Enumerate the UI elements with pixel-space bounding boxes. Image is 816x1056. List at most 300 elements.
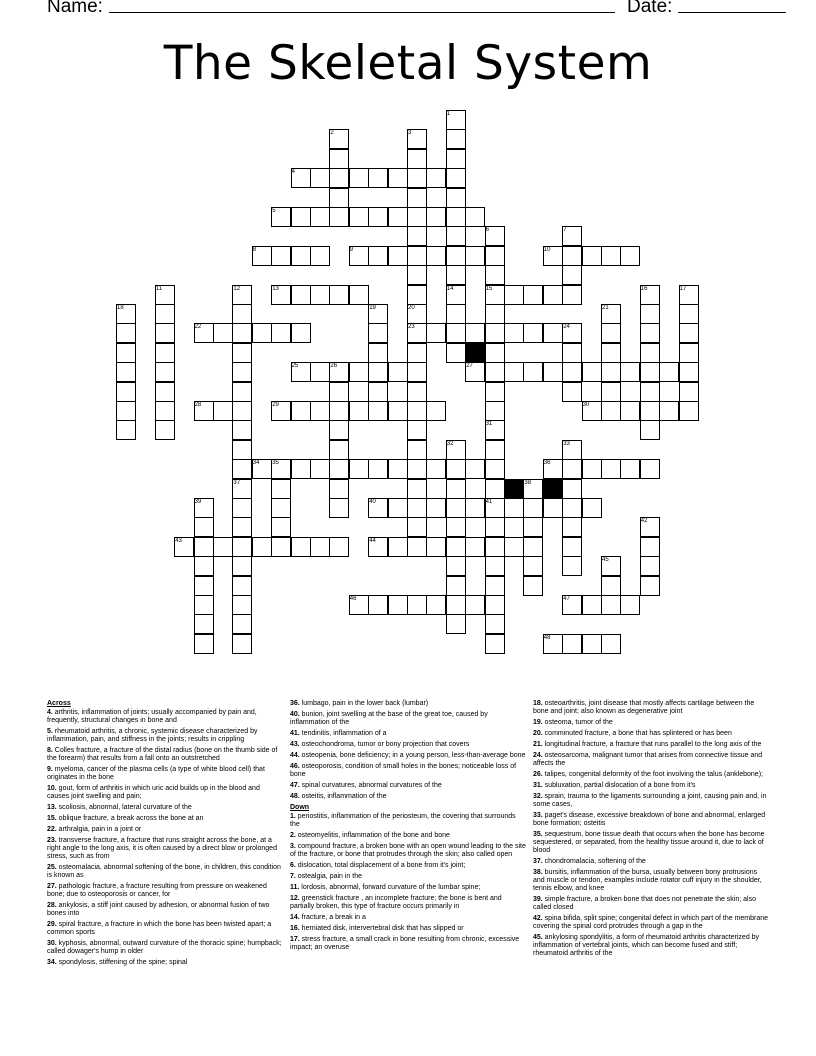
grid-cell[interactable] — [271, 246, 291, 266]
grid-cell[interactable] — [368, 246, 388, 266]
grid-cell[interactable] — [523, 285, 543, 305]
grid-cell[interactable] — [232, 304, 252, 324]
grid-cell[interactable] — [679, 401, 699, 421]
grid-cell[interactable] — [252, 459, 272, 479]
grid-cell[interactable] — [310, 362, 330, 382]
grid-cell[interactable] — [329, 440, 349, 460]
grid-cell[interactable] — [465, 362, 485, 382]
grid-cell[interactable] — [562, 226, 582, 246]
grid-cell[interactable] — [446, 517, 466, 537]
grid-cell[interactable] — [310, 537, 330, 557]
grid-cell[interactable] — [329, 362, 349, 382]
grid-cell[interactable] — [679, 285, 699, 305]
grid-cell[interactable] — [407, 207, 427, 227]
grid-cell[interactable] — [291, 537, 311, 557]
grid-cell[interactable] — [329, 188, 349, 208]
grid-cell[interactable] — [446, 129, 466, 149]
grid-cell[interactable] — [252, 246, 272, 266]
grid-cell[interactable] — [291, 362, 311, 382]
grid-cell[interactable] — [446, 556, 466, 576]
grid-cell[interactable] — [562, 343, 582, 363]
grid-cell[interactable] — [232, 595, 252, 615]
grid-cell[interactable] — [523, 498, 543, 518]
grid-cell[interactable] — [601, 246, 621, 266]
grid-cell[interactable] — [407, 479, 427, 499]
grid-cell[interactable] — [620, 362, 640, 382]
grid-cell[interactable] — [562, 323, 582, 343]
grid-cell[interactable] — [252, 323, 272, 343]
grid-cell[interactable] — [388, 207, 408, 227]
grid-cell[interactable] — [407, 517, 427, 537]
grid-cell[interactable] — [232, 401, 252, 421]
grid-cell[interactable] — [232, 556, 252, 576]
grid-cell[interactable] — [232, 498, 252, 518]
grid-cell[interactable] — [194, 556, 214, 576]
grid-cell[interactable] — [485, 382, 505, 402]
grid-cell[interactable] — [446, 323, 466, 343]
grid-cell[interactable] — [388, 246, 408, 266]
grid-cell[interactable] — [465, 595, 485, 615]
grid-cell[interactable] — [291, 285, 311, 305]
grid-cell[interactable] — [310, 401, 330, 421]
grid-cell[interactable] — [485, 401, 505, 421]
grid-cell[interactable] — [407, 420, 427, 440]
grid-cell[interactable] — [446, 285, 466, 305]
grid-cell[interactable] — [543, 362, 563, 382]
grid-cell[interactable] — [562, 595, 582, 615]
grid-cell[interactable] — [426, 168, 446, 188]
grid-cell[interactable] — [582, 401, 602, 421]
grid-cell[interactable] — [426, 246, 446, 266]
grid-cell[interactable] — [465, 207, 485, 227]
grid-cell[interactable] — [232, 537, 252, 557]
grid-cell[interactable] — [640, 517, 660, 537]
grid-cell[interactable] — [640, 343, 660, 363]
grid-cell[interactable] — [426, 401, 446, 421]
grid-cell[interactable] — [155, 343, 175, 363]
grid-cell[interactable] — [465, 498, 485, 518]
grid-cell[interactable] — [291, 246, 311, 266]
grid-cell[interactable] — [329, 498, 349, 518]
grid-cell[interactable] — [446, 440, 466, 460]
grid-cell[interactable] — [620, 401, 640, 421]
grid-cell[interactable] — [349, 285, 369, 305]
grid-cell[interactable] — [562, 440, 582, 460]
grid-cell[interactable] — [194, 537, 214, 557]
grid-cell[interactable] — [291, 401, 311, 421]
grid-cell[interactable] — [174, 537, 194, 557]
grid-cell[interactable] — [329, 459, 349, 479]
grid-cell[interactable] — [446, 188, 466, 208]
grid-cell[interactable] — [523, 576, 543, 596]
grid-cell[interactable] — [271, 207, 291, 227]
grid-cell[interactable] — [291, 207, 311, 227]
grid-cell[interactable] — [368, 498, 388, 518]
grid-cell[interactable] — [291, 168, 311, 188]
grid-cell[interactable] — [232, 614, 252, 634]
grid-cell[interactable] — [640, 576, 660, 596]
grid-cell[interactable] — [562, 556, 582, 576]
grid-cell[interactable] — [543, 498, 563, 518]
grid-cell[interactable] — [446, 576, 466, 596]
grid-cell[interactable] — [271, 401, 291, 421]
grid-cell[interactable] — [601, 401, 621, 421]
grid-cell[interactable] — [213, 401, 233, 421]
grid-cell[interactable] — [329, 420, 349, 440]
grid-cell[interactable] — [291, 459, 311, 479]
grid-cell[interactable] — [407, 265, 427, 285]
grid-cell[interactable] — [504, 323, 524, 343]
grid-cell[interactable] — [194, 576, 214, 596]
grid-cell[interactable] — [562, 634, 582, 654]
grid-cell[interactable] — [485, 265, 505, 285]
grid-cell[interactable] — [562, 246, 582, 266]
grid-cell[interactable] — [446, 304, 466, 324]
grid-cell[interactable] — [485, 246, 505, 266]
grid-cell[interactable] — [116, 382, 136, 402]
grid-cell[interactable] — [523, 537, 543, 557]
grid-cell[interactable] — [485, 285, 505, 305]
grid-cell[interactable] — [232, 576, 252, 596]
grid-cell[interactable] — [562, 459, 582, 479]
grid-cell[interactable] — [620, 246, 640, 266]
grid-cell[interactable] — [388, 459, 408, 479]
grid-cell[interactable] — [407, 537, 427, 557]
grid-cell[interactable] — [679, 382, 699, 402]
grid-cell[interactable] — [446, 265, 466, 285]
grid-cell[interactable] — [543, 246, 563, 266]
grid-cell[interactable] — [329, 537, 349, 557]
grid-cell[interactable] — [485, 304, 505, 324]
grid-cell[interactable] — [485, 362, 505, 382]
grid-cell[interactable] — [329, 401, 349, 421]
grid-cell[interactable] — [446, 614, 466, 634]
grid-cell[interactable] — [562, 537, 582, 557]
grid-cell[interactable] — [155, 382, 175, 402]
grid-cell[interactable] — [485, 226, 505, 246]
grid-cell[interactable] — [446, 168, 466, 188]
grid-cell[interactable] — [349, 459, 369, 479]
grid-cell[interactable] — [232, 382, 252, 402]
grid-cell[interactable] — [271, 479, 291, 499]
grid-cell[interactable] — [116, 323, 136, 343]
grid-cell[interactable] — [349, 246, 369, 266]
grid-cell[interactable] — [582, 362, 602, 382]
grid-cell[interactable] — [543, 459, 563, 479]
grid-cell[interactable] — [388, 595, 408, 615]
grid-cell[interactable] — [562, 382, 582, 402]
grid-cell[interactable] — [446, 537, 466, 557]
grid-cell[interactable] — [407, 188, 427, 208]
grid-cell[interactable] — [504, 285, 524, 305]
grid-cell[interactable] — [194, 517, 214, 537]
grid-cell[interactable] — [446, 343, 466, 363]
grid-cell[interactable] — [504, 498, 524, 518]
grid-cell[interactable] — [407, 459, 427, 479]
grid-cell[interactable] — [116, 362, 136, 382]
grid-cell[interactable] — [116, 343, 136, 363]
grid-cell[interactable] — [601, 576, 621, 596]
grid-cell[interactable] — [582, 246, 602, 266]
grid-cell[interactable] — [601, 362, 621, 382]
grid-cell[interactable] — [485, 323, 505, 343]
grid-cell[interactable] — [485, 595, 505, 615]
grid-cell[interactable] — [426, 537, 446, 557]
grid-cell[interactable] — [232, 440, 252, 460]
grid-cell[interactable] — [368, 168, 388, 188]
grid-cell[interactable] — [155, 323, 175, 343]
grid-cell[interactable] — [582, 634, 602, 654]
grid-cell[interactable] — [582, 498, 602, 518]
grid-cell[interactable] — [407, 343, 427, 363]
grid-cell[interactable] — [388, 537, 408, 557]
grid-cell[interactable] — [329, 207, 349, 227]
grid-cell[interactable] — [407, 498, 427, 518]
grid-cell[interactable] — [679, 304, 699, 324]
grid-cell[interactable] — [407, 323, 427, 343]
cell-number: 40 — [369, 499, 376, 505]
grid-cell[interactable] — [601, 556, 621, 576]
grid-cell[interactable] — [426, 207, 446, 227]
grid-cell[interactable] — [640, 323, 660, 343]
grid-cell[interactable] — [601, 343, 621, 363]
grid-cell[interactable] — [194, 401, 214, 421]
grid-cell[interactable] — [504, 362, 524, 382]
grid-cell[interactable] — [368, 362, 388, 382]
grid-cell[interactable] — [329, 149, 349, 169]
grid-cell[interactable] — [155, 304, 175, 324]
grid-cell[interactable] — [232, 362, 252, 382]
grid-cell[interactable] — [407, 168, 427, 188]
grid-cell[interactable] — [407, 401, 427, 421]
grid-cell[interactable] — [523, 362, 543, 382]
grid-cell[interactable] — [155, 362, 175, 382]
grid-cell[interactable] — [407, 304, 427, 324]
grid-cell[interactable] — [329, 285, 349, 305]
grid-cell[interactable] — [388, 498, 408, 518]
grid-cell[interactable] — [523, 323, 543, 343]
grid-cell[interactable] — [601, 304, 621, 324]
clue-number: 24. — [533, 752, 543, 759]
grid-cell[interactable] — [562, 362, 582, 382]
grid-cell[interactable] — [465, 246, 485, 266]
grid-cell[interactable] — [329, 129, 349, 149]
grid-cell[interactable] — [368, 382, 388, 402]
grid-cell[interactable] — [562, 285, 582, 305]
grid-cell[interactable] — [679, 343, 699, 363]
grid-cell[interactable] — [194, 323, 214, 343]
grid-cell[interactable] — [271, 323, 291, 343]
grid-cell[interactable] — [194, 595, 214, 615]
grid-cell[interactable] — [252, 537, 272, 557]
clue-text: bunion, joint swelling at the base of the great toe, caused by inflammation of the — [290, 711, 488, 726]
grid-cell[interactable] — [582, 595, 602, 615]
grid-cell[interactable] — [310, 285, 330, 305]
grid-cell[interactable] — [446, 479, 466, 499]
grid-cell[interactable] — [426, 459, 446, 479]
grid-cell[interactable] — [523, 556, 543, 576]
grid-cell[interactable] — [465, 459, 485, 479]
grid-cell[interactable] — [232, 323, 252, 343]
grid-cell[interactable] — [426, 595, 446, 615]
grid-cell[interactable] — [232, 634, 252, 654]
grid-cell[interactable] — [485, 459, 505, 479]
grid-cell[interactable] — [271, 285, 291, 305]
grid-cell[interactable] — [407, 440, 427, 460]
grid-cell[interactable] — [368, 323, 388, 343]
grid-cell[interactable] — [485, 440, 505, 460]
grid-cell[interactable] — [485, 343, 505, 363]
grid-cell[interactable] — [601, 634, 621, 654]
clue-item — [290, 813, 526, 829]
grid-cell[interactable] — [640, 537, 660, 557]
grid-cell[interactable] — [543, 323, 563, 343]
grid-cell[interactable] — [659, 362, 679, 382]
grid-cell[interactable] — [523, 479, 543, 499]
grid-cell[interactable] — [291, 323, 311, 343]
grid-cell[interactable] — [485, 556, 505, 576]
grid-cell[interactable] — [407, 362, 427, 382]
grid-cell[interactable] — [640, 420, 660, 440]
grid-cell[interactable] — [640, 459, 660, 479]
grid-cell[interactable] — [310, 246, 330, 266]
grid-cell[interactable] — [368, 207, 388, 227]
grid-cell[interactable] — [601, 323, 621, 343]
grid-cell[interactable] — [407, 129, 427, 149]
grid-cell[interactable] — [407, 149, 427, 169]
grid-cell[interactable] — [485, 517, 505, 537]
grid-cell[interactable] — [349, 168, 369, 188]
grid-cell[interactable] — [679, 323, 699, 343]
grid-cell[interactable] — [407, 285, 427, 305]
grid-cell[interactable] — [465, 323, 485, 343]
grid-cell[interactable] — [213, 537, 233, 557]
grid-cell[interactable] — [446, 246, 466, 266]
grid-cell[interactable] — [368, 401, 388, 421]
grid-cell[interactable] — [116, 304, 136, 324]
grid-cell[interactable] — [232, 517, 252, 537]
grid-cell[interactable] — [485, 614, 505, 634]
grid-cell[interactable] — [446, 595, 466, 615]
grid-cell[interactable] — [116, 420, 136, 440]
grid-cell[interactable] — [446, 207, 466, 227]
grid-cell[interactable] — [562, 517, 582, 537]
grid-cell[interactable] — [388, 168, 408, 188]
clue-list-1 — [47, 709, 283, 967]
grid-cell[interactable] — [485, 498, 505, 518]
grid-cell[interactable] — [271, 459, 291, 479]
grid-cell[interactable] — [485, 420, 505, 440]
grid-cell[interactable] — [349, 401, 369, 421]
grid-cell[interactable] — [271, 537, 291, 557]
grid-cell[interactable] — [562, 265, 582, 285]
grid-cell[interactable] — [504, 537, 524, 557]
grid-cell[interactable] — [601, 382, 621, 402]
clue-item — [533, 700, 769, 716]
grid-cell[interactable] — [368, 304, 388, 324]
grid-cell[interactable] — [543, 634, 563, 654]
grid-cell[interactable] — [407, 226, 427, 246]
grid-cell[interactable] — [232, 459, 252, 479]
grid-cell[interactable] — [407, 246, 427, 266]
grid-cell[interactable] — [640, 362, 660, 382]
grid-cell[interactable] — [562, 498, 582, 518]
grid-cell[interactable] — [659, 401, 679, 421]
grid-cell[interactable] — [271, 517, 291, 537]
grid-cell[interactable] — [562, 479, 582, 499]
grid-cell[interactable] — [485, 576, 505, 596]
grid-cell[interactable] — [601, 459, 621, 479]
grid-cell[interactable] — [368, 459, 388, 479]
grid-cell[interactable] — [582, 459, 602, 479]
grid-cell[interactable] — [485, 634, 505, 654]
grid-cell[interactable] — [407, 595, 427, 615]
grid-cell[interactable] — [232, 285, 252, 305]
grid-cell[interactable] — [620, 459, 640, 479]
grid-cell[interactable] — [155, 420, 175, 440]
grid-cell[interactable] — [426, 323, 446, 343]
grid-cell[interactable] — [426, 498, 446, 518]
grid-cell[interactable] — [620, 595, 640, 615]
grid-cell[interactable] — [329, 382, 349, 402]
grid-cell[interactable] — [446, 459, 466, 479]
grid-cell[interactable] — [155, 401, 175, 421]
grid-cell[interactable] — [601, 595, 621, 615]
grid-cell[interactable] — [194, 498, 214, 518]
grid-cell[interactable] — [640, 556, 660, 576]
grid-cell[interactable] — [271, 498, 291, 518]
grid-cell[interactable] — [679, 362, 699, 382]
grid-cell[interactable] — [640, 382, 660, 402]
grid-cell[interactable] — [349, 207, 369, 227]
grid-cell[interactable] — [368, 343, 388, 363]
grid-cell[interactable] — [232, 479, 252, 499]
grid-cell[interactable] — [213, 323, 233, 343]
grid-cell[interactable] — [232, 420, 252, 440]
grid-cell[interactable] — [485, 479, 505, 499]
grid-cell[interactable] — [310, 168, 330, 188]
grid-cell[interactable] — [194, 614, 214, 634]
grid-cell[interactable] — [329, 168, 349, 188]
grid-cell[interactable] — [640, 304, 660, 324]
grid-cell[interactable] — [407, 382, 427, 402]
grid-cell[interactable] — [446, 149, 466, 169]
grid-cell[interactable] — [310, 459, 330, 479]
grid-cell[interactable] — [368, 537, 388, 557]
grid-cell[interactable] — [485, 537, 505, 557]
grid-cell[interactable] — [116, 401, 136, 421]
grid-cell[interactable] — [155, 285, 175, 305]
grid-cell[interactable] — [446, 498, 466, 518]
grid-cell[interactable] — [194, 634, 214, 654]
grid-cell[interactable] — [543, 285, 563, 305]
grid-cell[interactable] — [640, 285, 660, 305]
grid-cell[interactable] — [368, 595, 388, 615]
grid-cell[interactable] — [446, 110, 466, 130]
grid-cell[interactable] — [310, 207, 330, 227]
grid-cell[interactable] — [329, 479, 349, 499]
grid-cell[interactable] — [446, 226, 466, 246]
clue-text: osteoarthritis, joint disease that mostly affects cartilage between the bone and joint; also known as degenerative joint — [533, 700, 755, 715]
grid-cell[interactable] — [388, 401, 408, 421]
grid-cell[interactable] — [465, 537, 485, 557]
grid-cell[interactable] — [349, 595, 369, 615]
grid-cell[interactable] — [523, 517, 543, 537]
grid-cell[interactable] — [232, 343, 252, 363]
grid-cell[interactable] — [640, 401, 660, 421]
grid-cell[interactable] — [349, 362, 369, 382]
grid-cell[interactable] — [388, 362, 408, 382]
